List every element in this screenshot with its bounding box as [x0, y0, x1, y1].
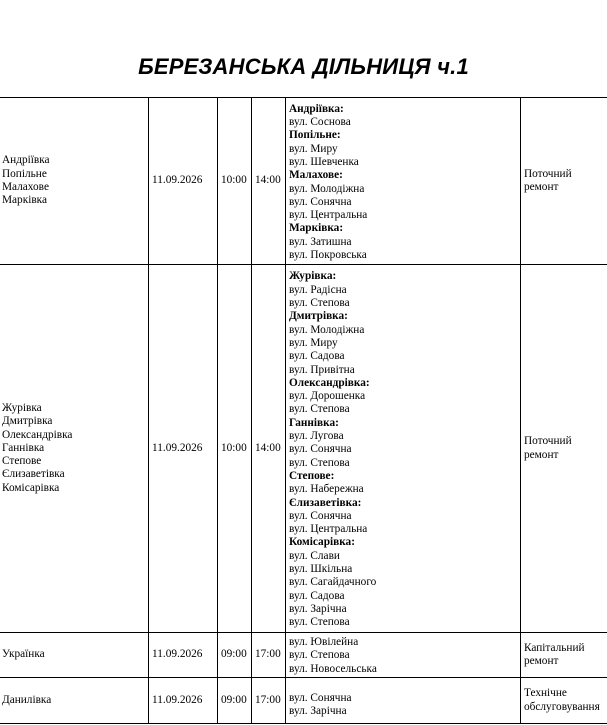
table-row [0, 633, 607, 678]
settlement-name: Журівка [2, 401, 42, 414]
street-name: вул. Молодіжна [289, 323, 365, 336]
settlement-name: Ганнівка [2, 441, 45, 454]
street-name: вул. Степова [289, 297, 350, 310]
street-name: вул. Степова [289, 403, 350, 416]
street-name: вул. Привітна [289, 363, 355, 376]
village-heading: Комісарівка: [289, 536, 355, 549]
date-cell: 11.09.2026 [149, 633, 218, 678]
work-type-text: обслуговування [524, 700, 600, 713]
street-name: вул. Сонячна [289, 195, 352, 208]
work-type-text: Технічне [524, 687, 567, 700]
street-name: вул. Степова [289, 616, 350, 629]
settlement-name: Марківка [2, 194, 47, 207]
streets-cell [286, 98, 521, 265]
work-type-cell [521, 265, 607, 633]
settlement-name: Данилівка [2, 693, 52, 706]
date-cell: 11.09.2026 [149, 98, 218, 265]
street-name: вул. Миру [289, 336, 338, 349]
village-heading: Дмитрівка: [289, 310, 348, 323]
street-name: вул. Сагайдачного [289, 576, 377, 589]
street-name: вул. Миру [289, 142, 338, 155]
village-heading: Андріївка: [289, 102, 344, 115]
settlement-name: Малахове [2, 181, 49, 193]
settlements-cell [0, 633, 149, 678]
settlements-cell [0, 265, 149, 633]
street-name: вул. Сонячна [289, 691, 352, 704]
street-name: вул. Слави [289, 549, 340, 562]
street-name: вул. Молодіжна [289, 182, 365, 195]
street-name: вул. Дорошенка [289, 390, 366, 403]
start-time-cell: 09:00 [218, 678, 252, 724]
streets-cell [286, 633, 521, 678]
street-name: вул. Соснова [289, 116, 351, 129]
street-name: вул. Затишна [289, 235, 352, 248]
outage-schedule-table [0, 97, 607, 724]
work-type-cell [521, 678, 607, 724]
end-time-cell: 17:00 [252, 633, 286, 678]
table-row [0, 678, 607, 724]
street-name: вул. Зарічна [289, 602, 347, 615]
street-name: вул. Сонячна [289, 509, 352, 522]
date-cell: 11.09.2026 [149, 265, 218, 633]
work-type-text: Поточний [524, 167, 572, 180]
date-cell: 11.09.2026 [149, 678, 218, 724]
street-name: вул. Центральна [289, 209, 368, 222]
street-name: вул. Центральна [289, 523, 368, 536]
page-title: БЕРЕЗАНСЬКА ДІЛЬНИЦЯ ч.1 [138, 54, 469, 79]
work-type-text: ремонт [524, 448, 559, 461]
start-time-cell: 09:00 [218, 633, 252, 678]
street-name: вул. Степова [289, 649, 350, 662]
work-type-cell [521, 633, 607, 678]
street-name: вул. Покровська [289, 248, 367, 261]
work-type-text: Капітальний [524, 641, 585, 654]
settlement-name: Андріївка [2, 154, 50, 167]
end-time-cell: 14:00 [252, 265, 286, 633]
settlement-name: Єлизаветівка [2, 468, 65, 481]
street-name: вул. Набережна [289, 483, 364, 496]
street-name: вул. Новосельська [289, 662, 377, 675]
village-heading: Журівка: [289, 270, 337, 283]
street-name: вул. Степова [289, 456, 350, 469]
end-time-cell: 14:00 [252, 98, 286, 265]
settlements-cell [0, 678, 149, 724]
streets-cell [286, 678, 521, 724]
village-heading: Єлизаветівка: [289, 496, 362, 509]
street-name: вул. Ювілейна [289, 636, 359, 649]
start-time-cell: 10:00 [218, 265, 252, 633]
village-heading: Попільне: [289, 129, 341, 142]
village-heading: Олександрівка: [289, 376, 370, 389]
village-heading: Малахове: [289, 169, 343, 182]
work-type-text: ремонт [524, 181, 559, 193]
streets-cell [286, 265, 521, 633]
street-name: вул. Лугова [289, 430, 344, 443]
settlements-cell [0, 98, 149, 265]
table-row [0, 98, 607, 265]
table-row [0, 265, 607, 633]
village-heading: Марківка: [289, 222, 344, 235]
settlement-name: Комісарівка [2, 481, 60, 494]
settlement-name: Степове [2, 455, 42, 468]
work-type-cell [521, 98, 607, 265]
street-name: вул. Сонячна [289, 443, 352, 456]
village-heading: Степове: [289, 469, 335, 482]
street-name: вул. Зарічна [289, 705, 347, 717]
street-name: вул. Садова [289, 350, 345, 363]
street-name: вул. Шевченка [289, 155, 359, 168]
start-time-cell: 10:00 [218, 98, 252, 265]
street-name: вул. Шкільна [289, 563, 353, 576]
street-name: вул. Радісна [289, 283, 347, 296]
settlement-name: Дмитрівка [2, 415, 53, 428]
end-time-cell: 17:00 [252, 678, 286, 724]
work-type-text: Поточний [524, 435, 572, 448]
street-name: вул. Садова [289, 589, 345, 602]
settlement-name: Українка [2, 648, 45, 661]
village-heading: Ганнівка: [289, 416, 339, 429]
work-type-text: ремонт [524, 655, 559, 667]
settlement-name: Попільне [2, 167, 47, 180]
settlement-name: Олександрівка [2, 428, 73, 441]
